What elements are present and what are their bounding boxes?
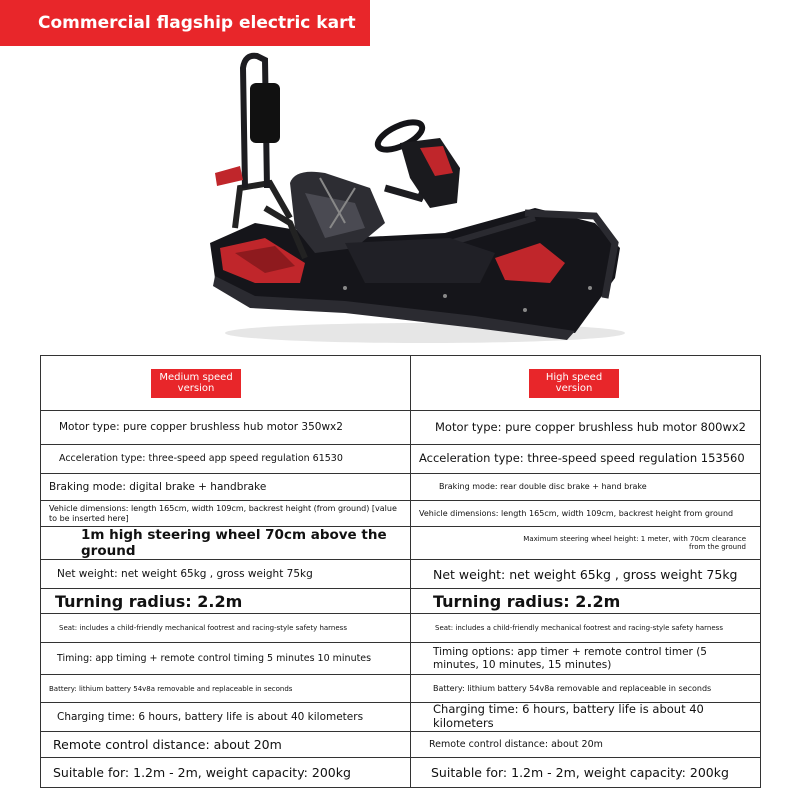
table-row bbox=[41, 501, 761, 527]
cell-high: Braking mode: rear double disc brake + hand brake bbox=[411, 474, 761, 501]
cell-high: Motor type: pure copper brushless hub motor 800wx2 bbox=[411, 411, 761, 445]
table-row bbox=[41, 643, 761, 675]
cell-medium: Battery: lithium battery 54v8a removable and replaceable in seconds bbox=[41, 675, 411, 703]
cell-high: Vehicle dimensions: length 165cm, width 109cm, backrest height from ground bbox=[411, 501, 761, 527]
cell-high: Remote control distance: about 20m bbox=[411, 731, 761, 757]
header-cell-medium bbox=[41, 356, 411, 411]
table-row bbox=[41, 731, 761, 757]
go-kart-photo bbox=[195, 48, 635, 348]
cell-high: Timing options: app timer + remote control timer (5 minutes, 10 minutes, 15 minutes) bbox=[411, 643, 761, 675]
table-row bbox=[41, 411, 761, 445]
cell-high: Suitable for: 1.2m - 2m, weight capacity: 200kg bbox=[411, 757, 761, 787]
cell-high: Turning radius: 2.2m bbox=[411, 589, 761, 614]
high-speed-badge: High speed version bbox=[529, 369, 619, 398]
cell-medium: Motor type: pure copper brushless hub motor 350wx2 bbox=[41, 411, 411, 445]
table-row bbox=[41, 589, 761, 614]
table-row bbox=[41, 757, 761, 787]
table-row bbox=[41, 445, 761, 474]
cell-medium: Acceleration type: three-speed app speed regulation 61530 bbox=[41, 445, 411, 474]
cell-medium: Vehicle dimensions: length 165cm, width 109cm, backrest height (from ground) [value to be inserted here] bbox=[41, 501, 411, 527]
table-row bbox=[41, 560, 761, 589]
page-title: Commercial flagship electric kart bbox=[38, 13, 356, 33]
medium-speed-badge: Medium speed version bbox=[151, 369, 241, 398]
cell-medium: Braking mode: digital brake + handbrake bbox=[41, 474, 411, 501]
title-banner bbox=[0, 0, 370, 46]
cell-medium: Turning radius: 2.2m bbox=[41, 589, 411, 614]
table-row bbox=[41, 527, 761, 560]
cell-high: Maximum steering wheel height: 1 meter, with 70cm clearance from the ground bbox=[411, 527, 761, 560]
table-row bbox=[41, 675, 761, 703]
cell-medium: Seat: includes a child-friendly mechanical footrest and racing-style safety harness bbox=[41, 614, 411, 643]
cell-high: Acceleration type: three-speed speed regulation 153560 bbox=[411, 445, 761, 474]
cell-high: Net weight: net weight 65kg , gross weight 75kg bbox=[411, 560, 761, 589]
cell-medium: Charging time: 6 hours, battery life is about 40 kilometers bbox=[41, 703, 411, 732]
header-cell-high bbox=[411, 356, 761, 411]
table-row bbox=[41, 703, 761, 732]
cell-high: Seat: includes a child-friendly mechanical footrest and racing-style safety harness bbox=[411, 614, 761, 643]
cell-medium: Suitable for: 1.2m - 2m, weight capacity: 200kg bbox=[41, 757, 411, 787]
spec-table bbox=[40, 355, 761, 788]
table-row bbox=[41, 614, 761, 643]
table-header-row bbox=[41, 356, 761, 411]
cell-medium: Net weight: net weight 65kg , gross weight 75kg bbox=[41, 560, 411, 589]
cell-medium: Timing: app timing + remote control timing 5 minutes 10 minutes bbox=[41, 643, 411, 675]
cell-high: Charging time: 6 hours, battery life is about 40 kilometers bbox=[411, 703, 761, 732]
cell-medium: Remote control distance: about 20m bbox=[41, 731, 411, 757]
cell-high: Battery: lithium battery 54v8a removable and replaceable in seconds bbox=[411, 675, 761, 703]
cell-medium: 1m high steering wheel 70cm above the ground bbox=[41, 527, 411, 560]
table-row bbox=[41, 474, 761, 501]
